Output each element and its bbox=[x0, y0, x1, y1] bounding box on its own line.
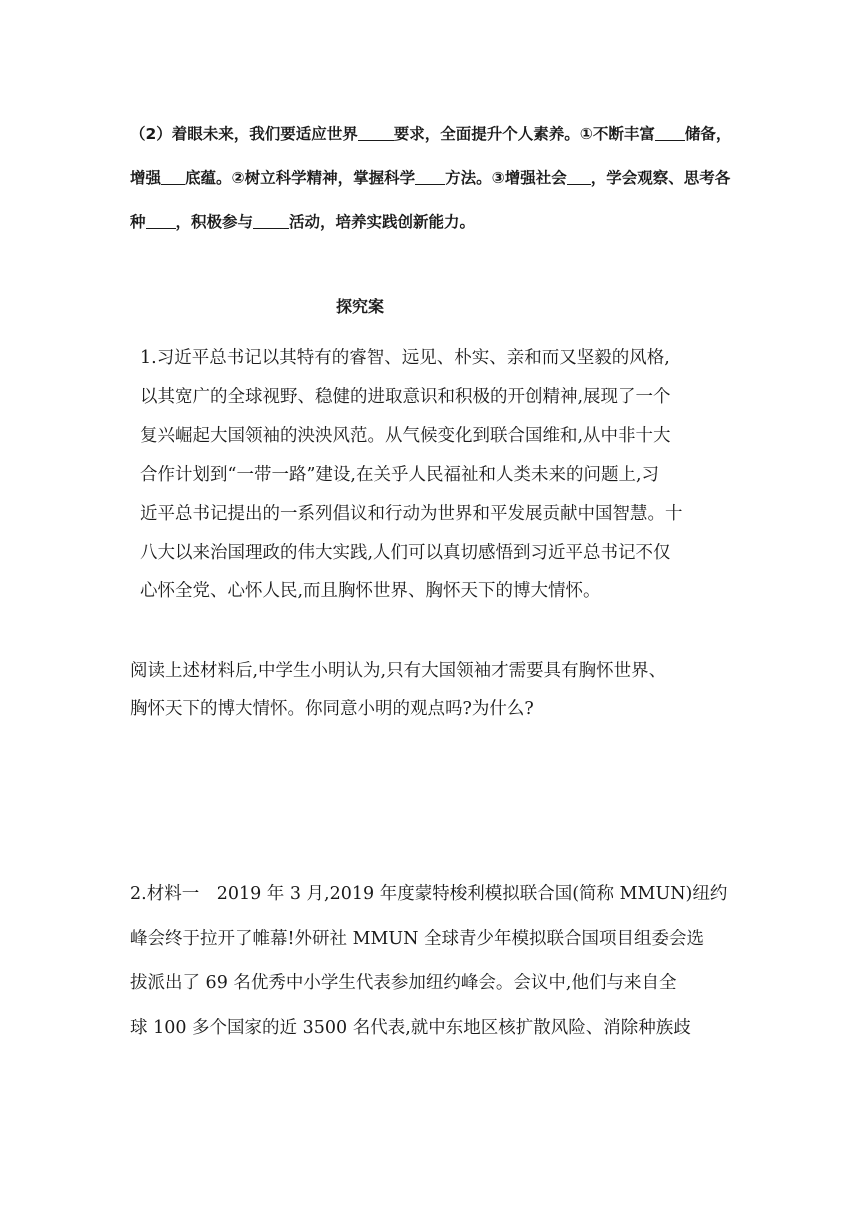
question-1-line: 复兴崛起大国领袖的泱泱风范。从气候变化到联合国维和,从中非十大 bbox=[140, 425, 671, 446]
question-1-line: 八大以来治国理政的伟大实践,人们可以真切感悟到习近平总书记不仅 bbox=[140, 542, 671, 563]
fill-in-blank bbox=[358, 125, 394, 142]
question-2-material bbox=[130, 872, 742, 1050]
fill-in-text: 储备，增强 bbox=[130, 125, 732, 187]
question-1-prompt-line: 胸怀天下的博大情怀。你同意小明的观点吗?为什么? bbox=[130, 699, 534, 719]
question-1-prompt bbox=[130, 652, 740, 728]
fill-in-text: 底蕴。②树立科学精神，掌握科学 bbox=[185, 169, 416, 187]
fill-in-text: ，积极参与 bbox=[175, 213, 254, 231]
question-1-prompt-line: 阅读上述材料后,中学生小明认为,只有大国领袖才需要具有胸怀世界、 bbox=[130, 661, 667, 681]
question-2-line: 拔派出了 69 名优秀中小学生代表参加纽约峰会。会议中,他们与来自全 bbox=[130, 973, 677, 993]
question-2-line: 峰会终于拉开了帷幕!外研社 MMUN 全球青少年模拟联合国项目组委会选 bbox=[130, 928, 705, 949]
question-1-line: 以其宽广的全球视野、稳健的进取意识和积极的开创精神,展现了一个 bbox=[140, 386, 671, 407]
fill-in-text: 活动，培养实践创新能力。 bbox=[289, 213, 476, 231]
question-2-line: 2.材料一 2019 年 3 月,2019 年度蒙特梭利模拟联合国(简称 MMUN)纽约 bbox=[130, 884, 728, 904]
question-1-material bbox=[140, 339, 740, 611]
fill-in-blank bbox=[415, 169, 445, 186]
question-2-line: 球 100 多个国家的近 3500 名代表,就中东地区核扩散风险、消除种族歧 bbox=[130, 1017, 691, 1038]
fill-in-blank bbox=[567, 169, 591, 186]
question-1-line: 心怀全党、心怀人民,而且胸怀世界、胸怀天下的博大情怀。 bbox=[140, 581, 601, 602]
fill-in-text: ，学会观察、思考各种 bbox=[130, 169, 731, 231]
fill-in-text: 方法。③增强社会 bbox=[445, 169, 567, 187]
question-1-line: 近平总书记提出的一系列倡议和行动为世界和平发展贡献中国智慧。十 bbox=[140, 503, 683, 524]
fill-in-blank bbox=[146, 213, 176, 230]
fill-in-text: 要求，全面提升个人素养。①不断丰富 bbox=[393, 125, 655, 143]
fill-in-paragraph bbox=[130, 112, 742, 244]
fill-in-blank bbox=[253, 213, 289, 230]
section-title: 探究案 bbox=[335, 297, 384, 316]
fill-in-blank bbox=[161, 169, 185, 186]
question-1-line: 1.习近平总书记以其特有的睿智、远见、朴实、亲和而又坚毅的风格, bbox=[140, 348, 670, 368]
fill-in-blank bbox=[655, 125, 685, 142]
question-1-line: 合作计划到“一带一路”建设,在关乎人民福祉和人类未来的问题上,习 bbox=[140, 464, 660, 485]
fill-in-text: （2）着眼未来，我们要适应世界 bbox=[130, 125, 358, 143]
